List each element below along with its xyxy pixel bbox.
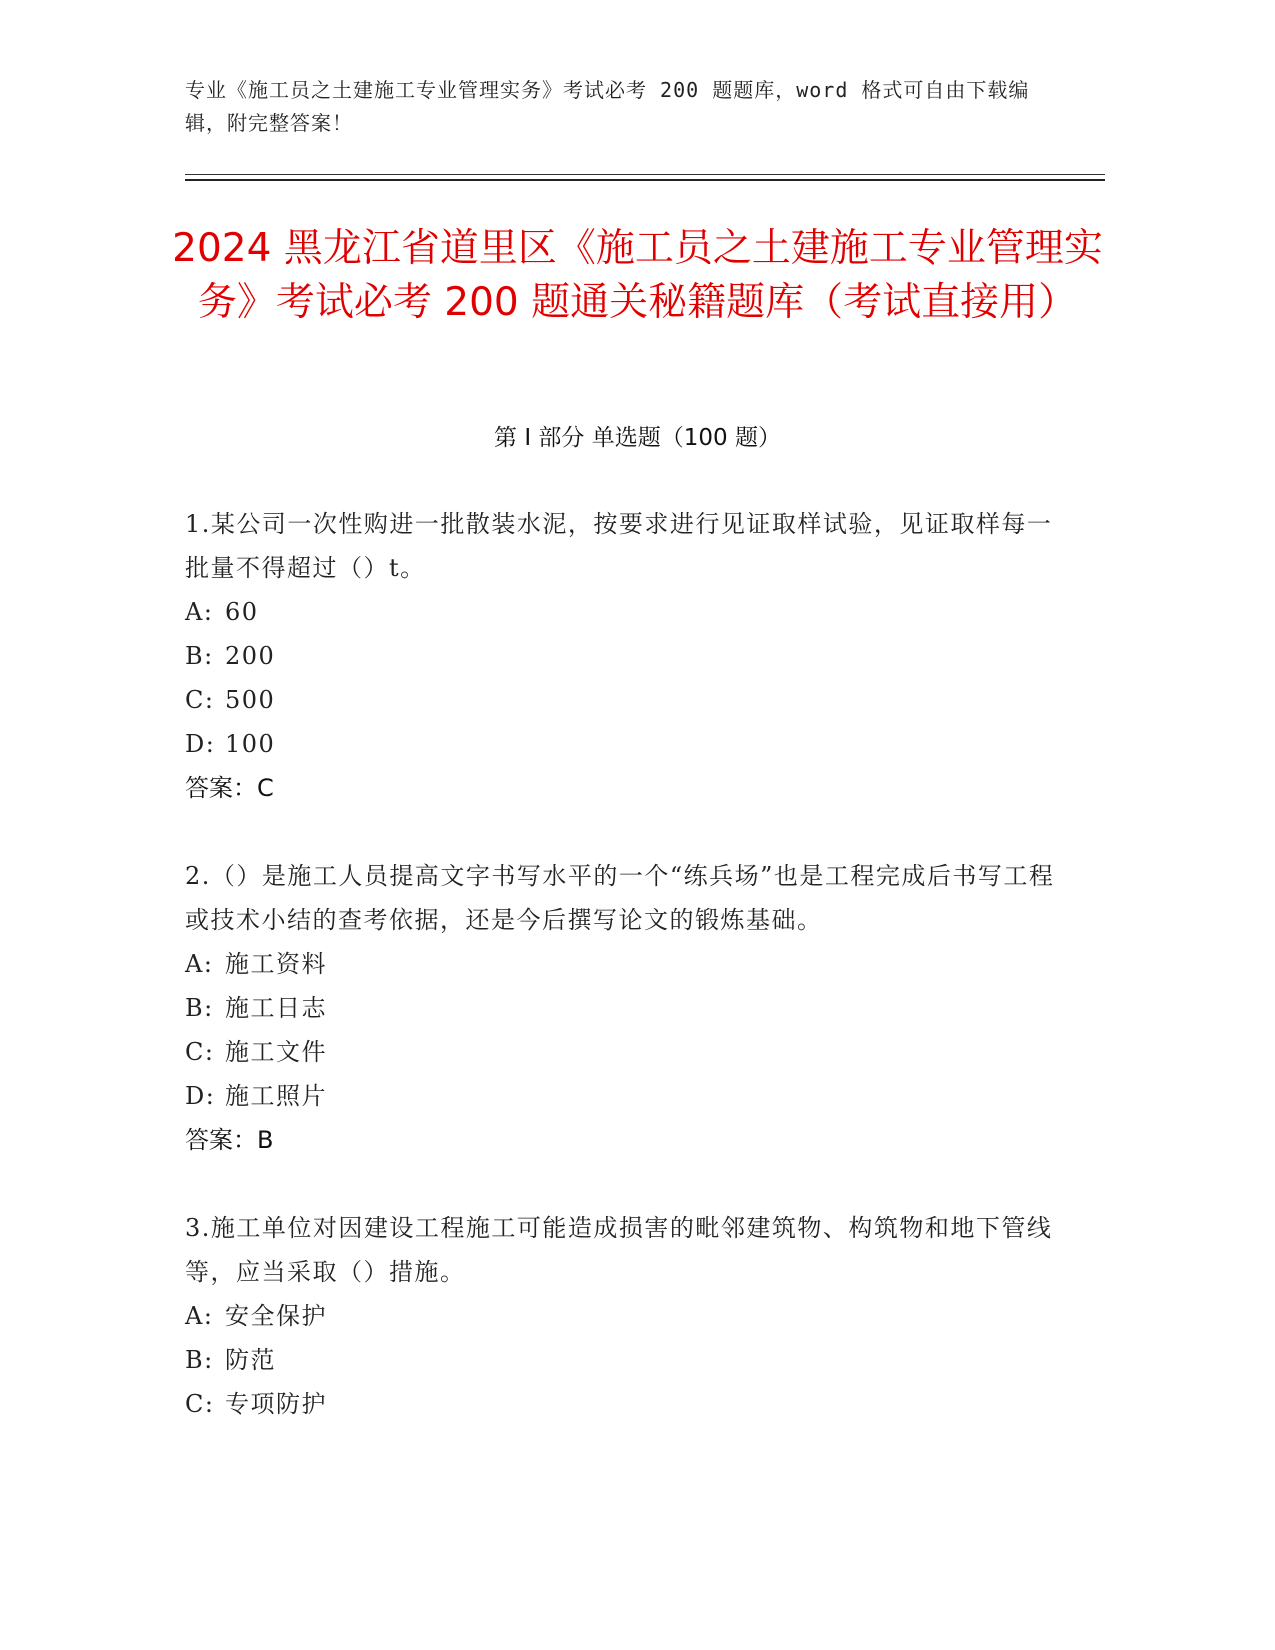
answer-line xyxy=(185,766,1065,810)
answer-prefix: 答案： xyxy=(185,774,257,802)
section-heading: 第 I 部分 单选题（100 题） xyxy=(494,425,781,451)
option-letter: D: xyxy=(185,1082,216,1110)
document-title: 2024 黑龙江省道里区《施工员之土建施工专业管理实务》考试必考 200 题通关秘籍题库（考试直接用） xyxy=(172,226,1103,325)
option-letter: C: xyxy=(185,1038,215,1066)
answer-option xyxy=(185,1338,1065,1382)
answer-option xyxy=(185,1382,1065,1426)
question-list xyxy=(185,502,1065,1470)
answer-prefix: 答案： xyxy=(185,1126,257,1154)
option-letter: A: xyxy=(185,950,214,978)
option-text: 200 xyxy=(225,642,276,670)
question-text: 2.（）是施工人员提高文字书写水平的一个“练兵场”也是工程完成后书写工程或技术小结的查考依据，还是今后撰写论文的锻炼基础。 xyxy=(185,862,1055,934)
option-letter: D: xyxy=(185,730,216,758)
option-text: 500 xyxy=(225,686,276,714)
header-note: 专业《施工员之土建施工专业管理实务》考试必考 200 题题库，word 格式可自由下载编辑，附完整答案！ xyxy=(185,78,1030,135)
option-text: 施工文件 xyxy=(225,1038,327,1066)
option-text: 100 xyxy=(225,730,276,758)
question-item xyxy=(185,502,1065,810)
answer-line xyxy=(185,1118,1065,1162)
answer-option xyxy=(185,590,1065,634)
question-text: 1.某公司一次性购进一批散装水泥，按要求进行见证取样试验，见证取样每一批量不得超过（）t。 xyxy=(185,510,1053,582)
option-letter: A: xyxy=(185,1302,214,1330)
header-divider-thin xyxy=(185,174,1105,175)
answer-option xyxy=(185,1294,1065,1338)
option-letter: B: xyxy=(185,1346,214,1374)
answer-value: B xyxy=(257,1126,274,1154)
answer-option xyxy=(185,1074,1065,1118)
option-text: 防范 xyxy=(225,1346,276,1374)
answer-option xyxy=(185,634,1065,678)
answer-option xyxy=(185,722,1065,766)
answer-option xyxy=(185,1030,1065,1074)
option-text: 60 xyxy=(225,598,259,626)
answer-value: C xyxy=(257,774,274,802)
question-item xyxy=(185,1206,1065,1426)
header-divider-thick xyxy=(185,179,1105,181)
option-letter: C: xyxy=(185,1390,215,1418)
option-letter: B: xyxy=(185,994,214,1022)
question-item xyxy=(185,854,1065,1162)
option-text: 施工日志 xyxy=(225,994,327,1022)
answer-option xyxy=(185,678,1065,722)
answer-option xyxy=(185,986,1065,1030)
option-letter: C: xyxy=(185,686,215,714)
answer-option xyxy=(185,942,1065,986)
question-text: 3.施工单位对因建设工程施工可能造成损害的毗邻建筑物、构筑物和地下管线等，应当采取（）措施。 xyxy=(185,1214,1053,1286)
option-letter: B: xyxy=(185,642,214,670)
option-text: 安全保护 xyxy=(225,1302,327,1330)
option-text: 施工照片 xyxy=(225,1082,327,1110)
option-text: 专项防护 xyxy=(225,1390,327,1418)
option-letter: A: xyxy=(185,598,214,626)
option-text: 施工资料 xyxy=(225,950,327,978)
